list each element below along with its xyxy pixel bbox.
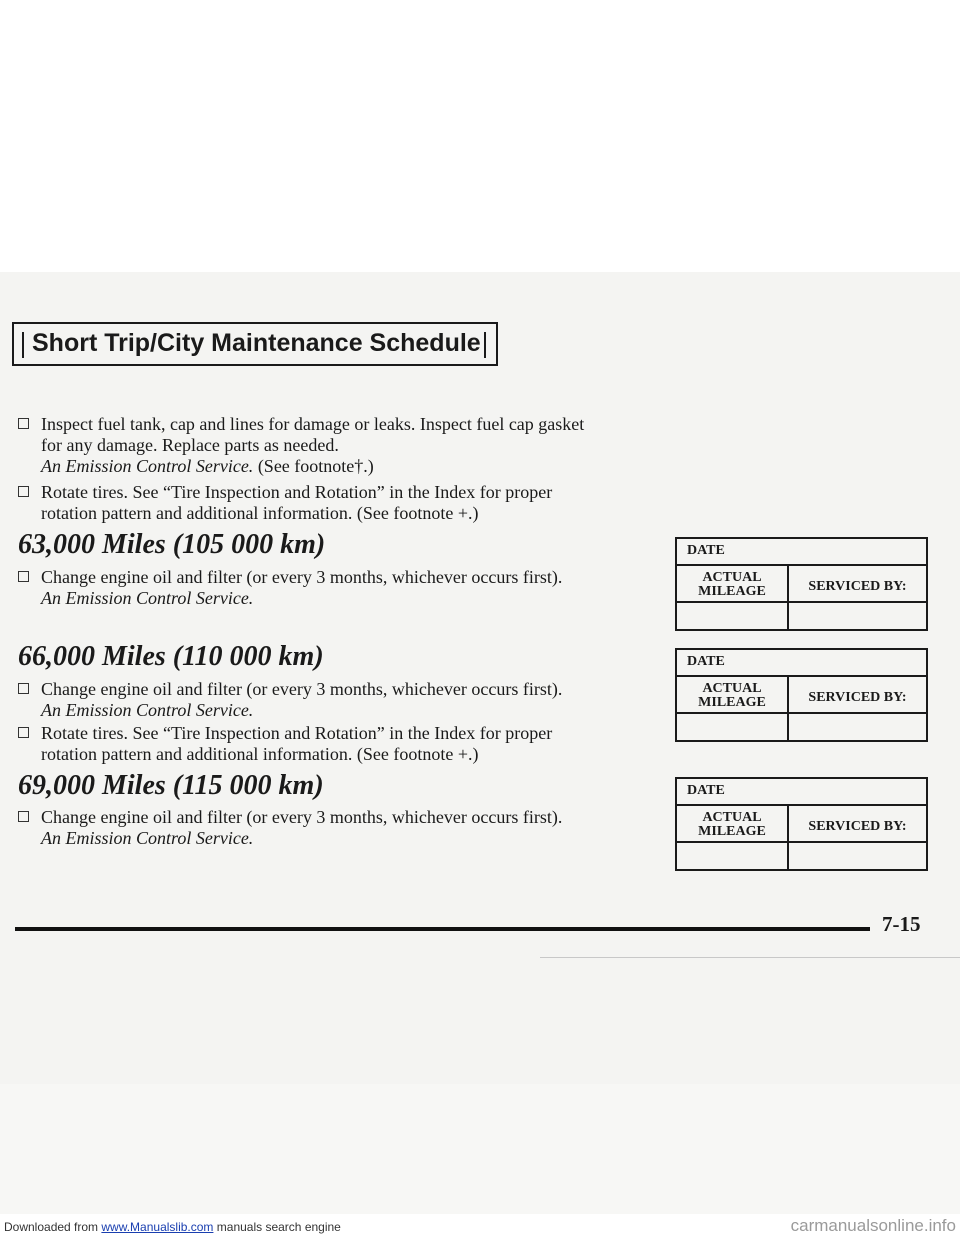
item-line: Change engine oil and filter (or every 3 months, whichever occurs first). [41, 679, 563, 699]
page-rule-thin [540, 957, 960, 958]
page-title-box [12, 322, 498, 366]
actual-label: ACTUAL [702, 681, 762, 696]
mileage-entry-cell[interactable] [679, 714, 785, 738]
item-line: Inspect fuel tank, cap and lines for damage or leaks. Inspect fuel cap gasket [41, 414, 585, 434]
actual-mileage-label [677, 571, 787, 599]
serviced-by-entry-cell[interactable] [791, 843, 924, 867]
footnote-ref: (See footnote†.) [253, 456, 374, 476]
mileage-label: MILEAGE [698, 824, 766, 839]
serviced-by-label: SERVICED BY: [808, 819, 907, 834]
table-divider [787, 804, 789, 869]
serviced-by-label: SERVICED BY: [808, 690, 907, 705]
serviced-by-label: SERVICED BY: [808, 579, 907, 594]
actual-label: ACTUAL [702, 570, 762, 585]
actual-label: ACTUAL [702, 810, 762, 825]
mileage-entry-cell[interactable] [679, 843, 785, 867]
item-line: Change engine oil and filter (or every 3 months, whichever occurs first). [41, 567, 563, 587]
table-divider [677, 675, 926, 677]
table-divider [677, 804, 926, 806]
section-heading: 69,000 Miles (115 000 km) [18, 770, 324, 801]
footer-suffix: manuals search engine [213, 1220, 341, 1234]
mileage-entry-cell[interactable] [679, 603, 785, 627]
footer-link[interactable]: www.Manualslib.com [101, 1220, 214, 1234]
footer-text [4, 1220, 341, 1234]
checkbox-icon[interactable] [18, 727, 29, 738]
title-tick-right [484, 332, 486, 358]
service-record-table [675, 648, 928, 742]
date-label: DATE [687, 543, 725, 558]
footer-prefix: Downloaded from [4, 1220, 102, 1234]
mileage-label: MILEAGE [698, 584, 766, 599]
title-tick-left [22, 332, 24, 358]
checklist-item [18, 679, 562, 721]
mileage-label: MILEAGE [698, 695, 766, 710]
emission-note: An Emission Control Service. [41, 456, 254, 476]
date-label: DATE [687, 654, 725, 669]
item-line: Rotate tires. See “Tire Inspection and Rotation” in the Index for proper [41, 723, 553, 743]
section-heading: 66,000 Miles (110 000 km) [18, 641, 324, 672]
date-label: DATE [687, 783, 725, 798]
item-line: rotation pattern and additional information. (See footnote +.) [41, 744, 479, 764]
actual-mileage-label [677, 682, 787, 710]
table-divider [787, 564, 789, 629]
item-line: Rotate tires. See “Tire Inspection and Rotation” in the Index for proper [41, 482, 553, 502]
service-record-table [675, 537, 928, 631]
section-heading: 63,000 Miles (105 000 km) [18, 529, 326, 560]
page-number: 7-15 [882, 912, 921, 936]
serviced-by-entry-cell[interactable] [791, 714, 924, 738]
checklist-item [18, 807, 562, 849]
footer-bar [0, 1214, 960, 1242]
item-line: rotation pattern and additional information. (See footnote +.) [41, 503, 479, 523]
page-title: Short Trip/City Maintenance Schedule [32, 329, 481, 357]
top-margin [0, 0, 960, 272]
page-rule [15, 927, 870, 931]
checkbox-icon[interactable] [18, 811, 29, 822]
checkbox-icon[interactable] [18, 683, 29, 694]
checkbox-icon[interactable] [18, 486, 29, 497]
table-divider [787, 675, 789, 740]
item-line: for any damage. Replace parts as needed. [41, 435, 339, 455]
emission-note: An Emission Control Service. [41, 828, 254, 848]
item-note [41, 456, 584, 477]
watermark: carmanualsonline.info [790, 1216, 956, 1235]
emission-note: An Emission Control Service. [41, 588, 254, 608]
checklist-item [18, 482, 552, 524]
bottom-margin [0, 1084, 960, 1214]
actual-mileage-label [677, 811, 787, 839]
serviced-by-entry-cell[interactable] [791, 603, 924, 627]
checkbox-icon[interactable] [18, 418, 29, 429]
table-divider [677, 564, 926, 566]
checkbox-icon[interactable] [18, 571, 29, 582]
service-record-table [675, 777, 928, 871]
item-line: Change engine oil and filter (or every 3 months, whichever occurs first). [41, 807, 563, 827]
checklist-item [18, 414, 584, 477]
checklist-item [18, 723, 552, 765]
checklist-item [18, 567, 562, 609]
emission-note: An Emission Control Service. [41, 700, 254, 720]
